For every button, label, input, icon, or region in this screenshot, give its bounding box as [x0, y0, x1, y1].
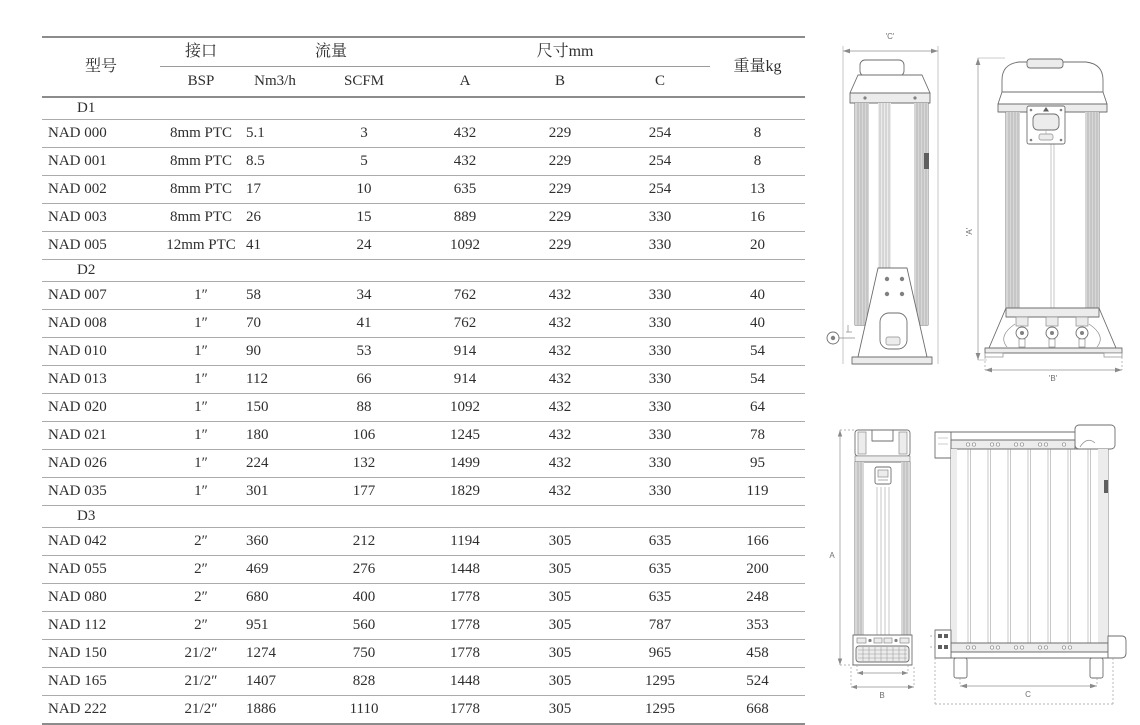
table-cell: 914 — [420, 366, 510, 394]
table-cell: 90 — [242, 338, 308, 366]
top-left-block — [935, 432, 951, 458]
table-cell: NAD 021 — [42, 422, 160, 450]
table-cell: 914 — [420, 338, 510, 366]
table-cell: 3 — [308, 120, 420, 148]
table-cell: NAD 007 — [42, 282, 160, 310]
table-cell: 229 — [510, 204, 610, 232]
table-cell: NAD 222 — [42, 696, 160, 725]
table-cell: 432 — [420, 148, 510, 176]
table-cell: 254 — [610, 120, 710, 148]
table-cell: NAD 026 — [42, 450, 160, 478]
table-cell: 1″ — [160, 310, 242, 338]
table-cell: 132 — [308, 450, 420, 478]
table-cell: 762 — [420, 310, 510, 338]
unit-body — [951, 449, 1108, 643]
table-cell: 330 — [610, 450, 710, 478]
table-cell: 680 — [242, 584, 308, 612]
table-cell: 12mm PTC — [160, 232, 242, 260]
table-cell: 1194 — [420, 528, 510, 556]
table-cell: 2″ — [160, 528, 242, 556]
table-cell: NAD 042 — [42, 528, 160, 556]
left-bracket — [935, 630, 951, 658]
table-row — [42, 556, 805, 584]
table-cell: 21/2″ — [160, 640, 242, 668]
table-cell: 54 — [710, 366, 805, 394]
table-cell: 1″ — [160, 282, 242, 310]
col-header-interface: 接口 — [160, 37, 242, 67]
display-window — [1033, 114, 1059, 130]
table-cell: 166 — [710, 528, 805, 556]
col-header-dim-c: C — [610, 67, 710, 98]
dimension-label-b: B — [879, 691, 885, 700]
table-cell: 119 — [710, 478, 805, 506]
table-row — [42, 668, 805, 696]
table-cell: NAD 055 — [42, 556, 160, 584]
col-header-scfm: SCFM — [308, 67, 420, 98]
table-cell: 5.1 — [242, 120, 308, 148]
col-header-flow: 流量 — [242, 37, 420, 67]
group-label: D3 — [42, 506, 805, 528]
group-row — [42, 260, 805, 282]
table-cell: 432 — [510, 282, 610, 310]
table-cell: 635 — [610, 556, 710, 584]
table-cell: 2″ — [160, 556, 242, 584]
table-cell: 1778 — [420, 612, 510, 640]
table-cell: 889 — [420, 204, 510, 232]
table-cell: 400 — [308, 584, 420, 612]
table-cell: 106 — [308, 422, 420, 450]
table-row — [42, 478, 805, 506]
table-row — [42, 148, 805, 176]
cap-lid — [860, 60, 904, 76]
table-cell: 229 — [510, 148, 610, 176]
col-header-nm3h: Nm3/h — [242, 67, 308, 98]
table-cell: 330 — [610, 310, 710, 338]
table-cell: 750 — [308, 640, 420, 668]
table-cell: 432 — [510, 422, 610, 450]
table-cell: 229 — [510, 120, 610, 148]
table-cell: 24 — [308, 232, 420, 260]
table-cell: 432 — [510, 366, 610, 394]
table-cell: 432 — [510, 394, 610, 422]
handle-recess — [1027, 59, 1063, 68]
table-cell: 229 — [510, 176, 610, 204]
table-cell: 254 — [610, 176, 710, 204]
table-cell: 469 — [242, 556, 308, 584]
table-cell: 224 — [242, 450, 308, 478]
table-cell: 1″ — [160, 450, 242, 478]
table-cell: 360 — [242, 528, 308, 556]
table-cell: 254 — [610, 148, 710, 176]
table-cell: 458 — [710, 640, 805, 668]
table-cell: 8mm PTC — [160, 148, 242, 176]
table-cell: 330 — [610, 232, 710, 260]
table-cell: 150 — [242, 394, 308, 422]
table-cell: 1″ — [160, 338, 242, 366]
table-cell: 1″ — [160, 394, 242, 422]
table-cell: 1499 — [420, 450, 510, 478]
table-cell: 1″ — [160, 422, 242, 450]
drawing-dryer-side-view — [965, 40, 1140, 382]
table-cell: 1448 — [420, 556, 510, 584]
table-row — [42, 232, 805, 260]
table-cell: 95 — [710, 450, 805, 478]
drawing-dryer-front-view — [820, 25, 945, 370]
handle-recess — [872, 430, 893, 441]
table-cell: 2″ — [160, 612, 242, 640]
table-cell: 1″ — [160, 366, 242, 394]
table-row — [42, 366, 805, 394]
table-cell: NAD 000 — [42, 120, 160, 148]
table-cell: 1829 — [420, 478, 510, 506]
table-cell: 524 — [710, 668, 805, 696]
table-row — [42, 422, 805, 450]
table-cell: 305 — [510, 528, 610, 556]
table-cell: 330 — [610, 204, 710, 232]
table-cell: NAD 001 — [42, 148, 160, 176]
table-cell: 432 — [510, 310, 610, 338]
table-cell: 20 — [710, 232, 805, 260]
table-row — [42, 338, 805, 366]
valve-manifold — [1006, 308, 1099, 317]
table-cell: 965 — [610, 640, 710, 668]
table-cell: NAD 035 — [42, 478, 160, 506]
table-row — [42, 640, 805, 668]
table-cell: 41 — [308, 310, 420, 338]
table-cell: 13 — [710, 176, 805, 204]
table-cell: 301 — [242, 478, 308, 506]
table-row — [42, 696, 805, 725]
table-cell: NAD 008 — [42, 310, 160, 338]
table-cell: 305 — [510, 668, 610, 696]
side-tab — [924, 153, 929, 169]
table-cell: 21/2″ — [160, 668, 242, 696]
table-cell: 330 — [610, 366, 710, 394]
table-cell: 8mm PTC — [160, 204, 242, 232]
table-cell: 560 — [308, 612, 420, 640]
table-cell: 34 — [308, 282, 420, 310]
table-cell: 432 — [510, 478, 610, 506]
dimension-label-b: 'B' — [1048, 374, 1058, 382]
table-cell: NAD 002 — [42, 176, 160, 204]
table-cell: 8 — [710, 148, 805, 176]
table-cell: 53 — [308, 338, 420, 366]
table-cell: 8 — [710, 120, 805, 148]
table-cell: 305 — [510, 696, 610, 725]
table-cell: 1295 — [610, 668, 710, 696]
table-row — [42, 450, 805, 478]
table-cell: 1407 — [242, 668, 308, 696]
table-cell: 305 — [510, 640, 610, 668]
table-cell: 330 — [610, 282, 710, 310]
foot-left — [954, 658, 967, 678]
table-cell: 1448 — [420, 668, 510, 696]
dimension-label-c: 'C' — [885, 32, 895, 41]
group-row — [42, 97, 805, 120]
table-row — [42, 584, 805, 612]
table-cell: 10 — [308, 176, 420, 204]
table-cell: NAD 013 — [42, 366, 160, 394]
table-cell: 8mm PTC — [160, 176, 242, 204]
table-cell: 40 — [710, 310, 805, 338]
table-cell: NAD 112 — [42, 612, 160, 640]
table-row — [42, 310, 805, 338]
table-row — [42, 612, 805, 640]
table-cell: 828 — [308, 668, 420, 696]
base-plate — [852, 357, 932, 364]
col-header-dim-b: B — [510, 67, 610, 98]
cap-collar — [850, 75, 930, 93]
table-cell: 1778 — [420, 640, 510, 668]
table-row — [42, 176, 805, 204]
table-cell: 1110 — [308, 696, 420, 725]
drawing-unit-front-view — [825, 415, 930, 715]
table-cell: NAD 165 — [42, 668, 160, 696]
table-cell: 58 — [242, 282, 308, 310]
table-cell: 212 — [308, 528, 420, 556]
table-cell: NAD 080 — [42, 584, 160, 612]
table-cell: 177 — [308, 478, 420, 506]
table-cell: 762 — [420, 282, 510, 310]
side-tab — [1104, 480, 1108, 493]
table-cell: 21/2″ — [160, 696, 242, 725]
col-header-model: 型号 — [42, 37, 160, 97]
table-cell: 330 — [610, 478, 710, 506]
right-bracket — [1108, 636, 1126, 658]
foot-right — [1090, 658, 1103, 678]
table-cell: 5 — [308, 148, 420, 176]
col-header-weight: 重量kg — [710, 37, 805, 97]
table-cell: 200 — [710, 556, 805, 584]
table-cell: 330 — [610, 422, 710, 450]
table-cell: 70 — [242, 310, 308, 338]
spec-table — [42, 36, 805, 725]
table-cell: 1778 — [420, 696, 510, 725]
dimension-label-a: 'A' — [965, 227, 974, 237]
table-cell: 353 — [710, 612, 805, 640]
table-cell: 54 — [710, 338, 805, 366]
table-cell: 180 — [242, 422, 308, 450]
table-cell: 66 — [308, 366, 420, 394]
drawing-unit-side-view — [930, 418, 1130, 718]
table-cell: 2″ — [160, 584, 242, 612]
table-cell: NAD 003 — [42, 204, 160, 232]
col-header-bsp: BSP — [160, 67, 242, 98]
table-row — [42, 204, 805, 232]
table-cell: 40 — [710, 282, 805, 310]
table-cell: 64 — [710, 394, 805, 422]
table-cell: 1245 — [420, 422, 510, 450]
col-header-dim-a: A — [420, 67, 510, 98]
dimension-label-a: A — [829, 551, 835, 560]
table-cell: 787 — [610, 612, 710, 640]
table-row — [42, 394, 805, 422]
table-row — [42, 528, 805, 556]
dimension-label-c: C — [1025, 690, 1031, 699]
table-cell: NAD 150 — [42, 640, 160, 668]
table-body — [42, 97, 805, 724]
table-cell: 1778 — [420, 584, 510, 612]
table-cell: 1274 — [242, 640, 308, 668]
table-cell: 8mm PTC — [160, 120, 242, 148]
table-cell: 330 — [610, 394, 710, 422]
table-cell: 8.5 — [242, 148, 308, 176]
table-cell: 432 — [510, 450, 610, 478]
table-cell: 635 — [420, 176, 510, 204]
table-cell: 1886 — [242, 696, 308, 725]
table-cell: NAD 010 — [42, 338, 160, 366]
table-cell: 16 — [710, 204, 805, 232]
table-cell: 229 — [510, 232, 610, 260]
table-cell: 1092 — [420, 232, 510, 260]
table-cell: 668 — [710, 696, 805, 725]
table-cell: NAD 005 — [42, 232, 160, 260]
valve-fittings — [1016, 317, 1088, 347]
table-cell: 15 — [308, 204, 420, 232]
table-row — [42, 120, 805, 148]
table-cell: NAD 020 — [42, 394, 160, 422]
table-cell: 1295 — [610, 696, 710, 725]
col-header-dims: 尺寸mm — [420, 37, 710, 67]
group-label: D2 — [42, 260, 805, 282]
table-cell: 305 — [510, 584, 610, 612]
table-cell: 112 — [242, 366, 308, 394]
table-cell: 1″ — [160, 478, 242, 506]
table-cell: 248 — [710, 584, 805, 612]
table-cell: 951 — [242, 612, 308, 640]
table-cell: 1092 — [420, 394, 510, 422]
table-cell: 635 — [610, 584, 710, 612]
table-cell: 88 — [308, 394, 420, 422]
table-cell: 432 — [510, 338, 610, 366]
table-cell: 330 — [610, 338, 710, 366]
table-cell: 305 — [510, 556, 610, 584]
table-cell: 26 — [242, 204, 308, 232]
group-label: D1 — [42, 97, 805, 120]
table-cell: 635 — [610, 528, 710, 556]
table-cell: 17 — [242, 176, 308, 204]
table-cell: 432 — [420, 120, 510, 148]
group-row — [42, 506, 805, 528]
table-row — [42, 282, 805, 310]
table-cell: 41 — [242, 232, 308, 260]
table-cell: 276 — [308, 556, 420, 584]
table-cell: 305 — [510, 612, 610, 640]
table-cell: 78 — [710, 422, 805, 450]
